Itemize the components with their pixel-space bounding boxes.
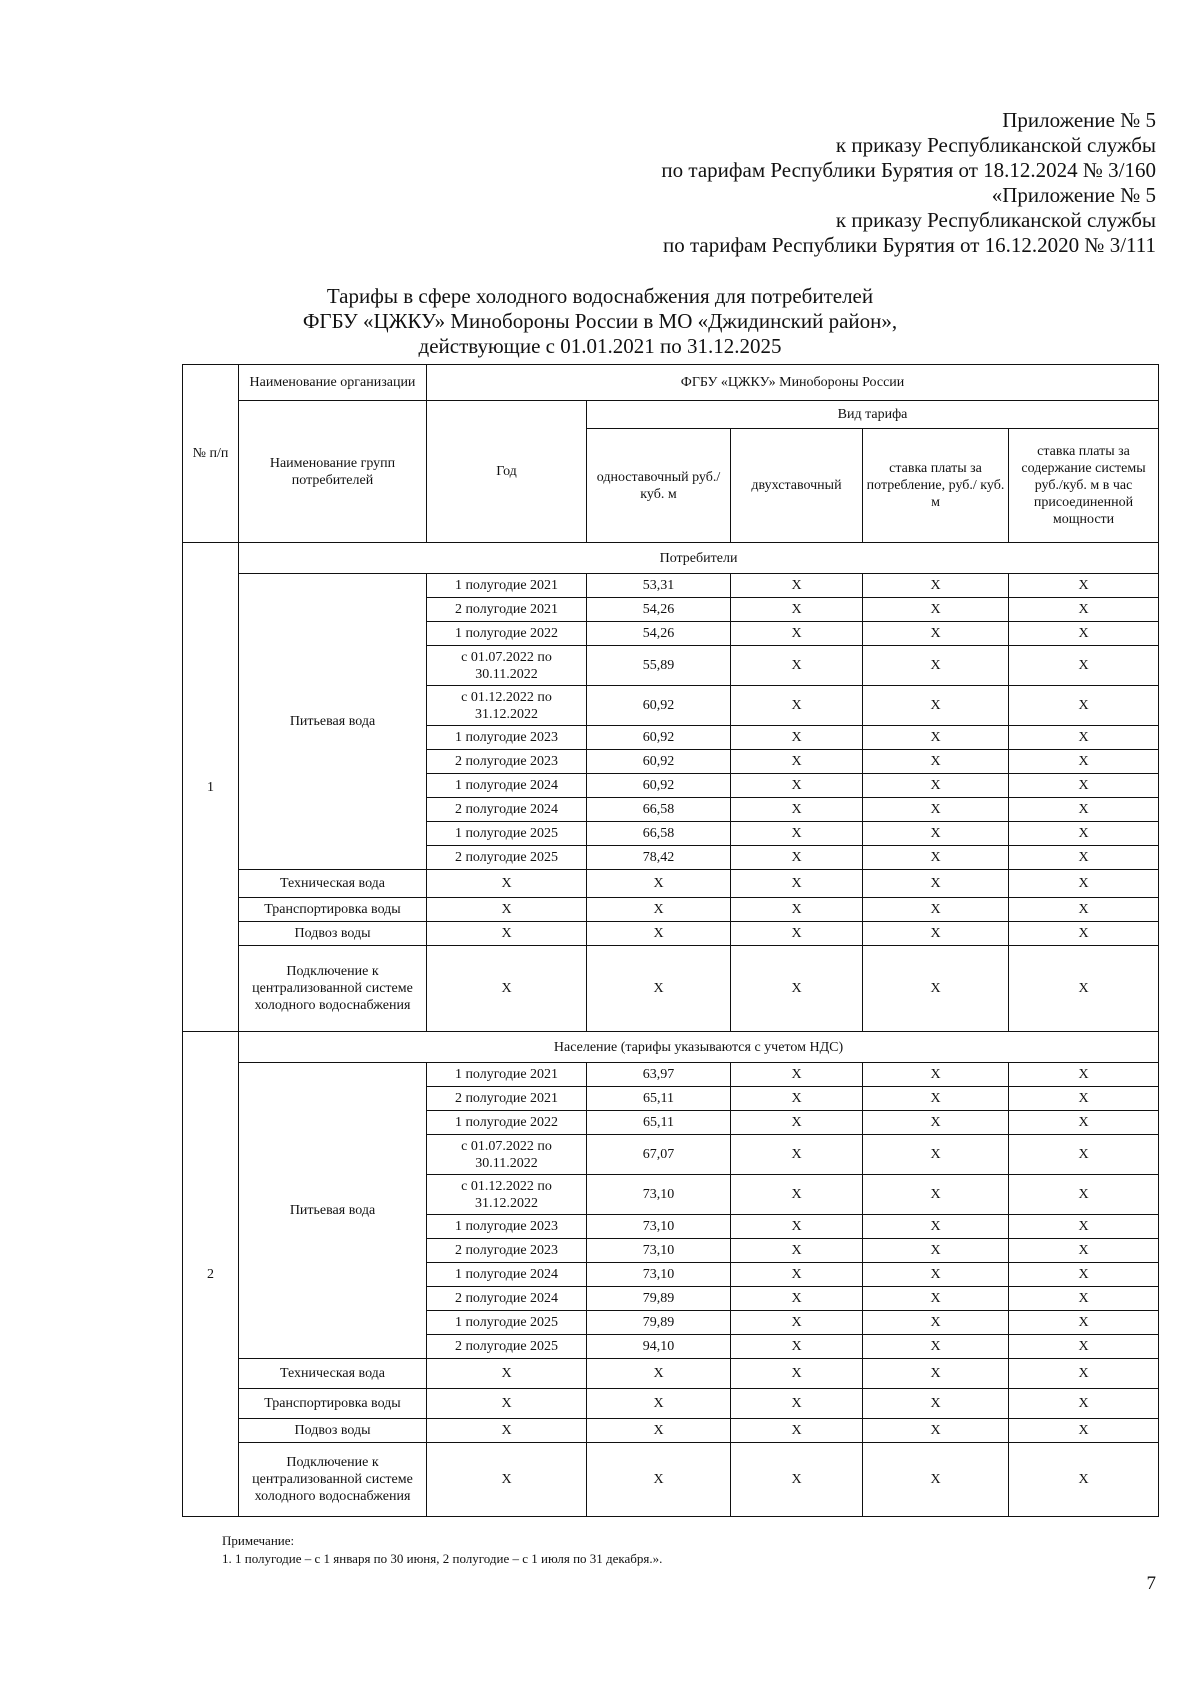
note [222, 1532, 662, 1568]
appendix-header [661, 108, 1156, 258]
consumption-cell: X [863, 1135, 1009, 1175]
title-line: Тарифы в сфере холодного водоснабжения для потребителей [326, 284, 874, 308]
double-cell: X [731, 1215, 863, 1239]
period-cell: 2 полугодие 2024 [427, 1287, 587, 1311]
consumption-cell: X [863, 798, 1009, 822]
period-cell: 2 полугодие 2021 [427, 1087, 587, 1111]
year-cell: X [427, 946, 587, 1032]
single-cell: X [587, 1359, 731, 1389]
consumption-cell: X [863, 622, 1009, 646]
note-label: Примечание: [222, 1533, 295, 1548]
document-title [300, 284, 900, 359]
single-cell: X [587, 898, 731, 922]
section-number: 1 [183, 543, 239, 1032]
single-cell: 94,10 [587, 1335, 731, 1359]
period-cell: 1 полугодие 2025 [427, 822, 587, 846]
single-cell: X [587, 1419, 731, 1443]
single-cell: X [587, 870, 731, 898]
section-title-row [183, 543, 1159, 574]
consumption-cell: X [863, 946, 1009, 1032]
consumption-cell: X [863, 646, 1009, 686]
single-cell: 60,92 [587, 750, 731, 774]
double-cell: X [731, 1175, 863, 1215]
single-cell: X [587, 1443, 731, 1517]
maintenance-cell: X [1009, 1443, 1159, 1517]
header-line: к приказу Республиканской службы [835, 133, 1156, 157]
maintenance-cell: X [1009, 1263, 1159, 1287]
double-cell: X [731, 1135, 863, 1175]
tariff-row [183, 1419, 1159, 1443]
maintenance-cell: X [1009, 1135, 1159, 1175]
consumption-cell: X [863, 870, 1009, 898]
tariff-row [183, 898, 1159, 922]
header-num: № п/п [183, 365, 239, 543]
group-name-cell: Подвоз воды [239, 1419, 427, 1443]
single-cell: 54,26 [587, 622, 731, 646]
maintenance-cell: X [1009, 822, 1159, 846]
page-number: 7 [1146, 1573, 1156, 1594]
consumption-cell: X [863, 750, 1009, 774]
group-name-cell: Транспортировка воды [239, 898, 427, 922]
maintenance-cell: X [1009, 922, 1159, 946]
double-cell: X [731, 922, 863, 946]
double-cell: X [731, 822, 863, 846]
double-cell: X [731, 1063, 863, 1087]
period-cell: 1 полугодие 2025 [427, 1311, 587, 1335]
single-cell: 73,10 [587, 1263, 731, 1287]
title-line: действующие с 01.01.2021 по 31.12.2025 [418, 334, 782, 358]
period-cell: 2 полугодие 2023 [427, 1239, 587, 1263]
header-tariff-type: Вид тарифа [587, 401, 1159, 429]
header-row [183, 401, 1159, 429]
double-cell: X [731, 870, 863, 898]
period-cell: 1 полугодие 2022 [427, 622, 587, 646]
header-col-single: одноставочный руб./ куб. м [587, 429, 731, 543]
period-cell: 1 полугодие 2021 [427, 574, 587, 598]
maintenance-cell: X [1009, 574, 1159, 598]
title-line: ФГБУ «ЦЖКУ» Минобороны России в МО «Джидинский район», [302, 309, 898, 333]
double-cell: X [731, 622, 863, 646]
double-cell: X [731, 774, 863, 798]
header-col-consumption: ставка платы за потребление, руб./ куб. м [863, 429, 1009, 543]
single-cell: 79,89 [587, 1311, 731, 1335]
single-cell: X [587, 946, 731, 1032]
single-cell: 54,26 [587, 598, 731, 622]
double-cell: X [731, 846, 863, 870]
group-name-cell: Подвоз воды [239, 922, 427, 946]
period-cell: 1 полугодие 2024 [427, 774, 587, 798]
consumption-cell: X [863, 726, 1009, 750]
double-cell: X [731, 1389, 863, 1419]
double-cell: X [731, 598, 863, 622]
consumption-cell: X [863, 1359, 1009, 1389]
consumption-cell: X [863, 1087, 1009, 1111]
period-cell: с 01.12.2022 по 31.12.2022 [427, 1175, 587, 1215]
double-cell: X [731, 1311, 863, 1335]
year-cell: X [427, 1359, 587, 1389]
period-cell: с 01.07.2022 по 30.11.2022 [427, 646, 587, 686]
period-cell: 1 полугодие 2021 [427, 1063, 587, 1087]
maintenance-cell: X [1009, 774, 1159, 798]
single-cell: 60,92 [587, 774, 731, 798]
year-cell: X [427, 1443, 587, 1517]
period-cell: 1 полугодие 2023 [427, 1215, 587, 1239]
double-cell: X [731, 574, 863, 598]
double-cell: X [731, 1359, 863, 1389]
tariff-row [183, 870, 1159, 898]
double-cell: X [731, 1087, 863, 1111]
single-cell: 65,11 [587, 1111, 731, 1135]
maintenance-cell: X [1009, 846, 1159, 870]
period-cell: 2 полугодие 2025 [427, 1335, 587, 1359]
consumption-cell: X [863, 1443, 1009, 1517]
period-cell: с 01.07.2022 по 30.11.2022 [427, 1135, 587, 1175]
group-name-cell: Подключение к централизованной системе холодного водоснабжения [239, 1443, 427, 1517]
header-col-double: двухставочный [731, 429, 863, 543]
double-cell: X [731, 1443, 863, 1517]
single-cell: 73,10 [587, 1175, 731, 1215]
header-row [183, 365, 1159, 401]
double-cell: X [731, 798, 863, 822]
year-cell: X [427, 898, 587, 922]
single-cell: 78,42 [587, 846, 731, 870]
maintenance-cell: X [1009, 646, 1159, 686]
maintenance-cell: X [1009, 1111, 1159, 1135]
period-cell: 1 полугодие 2022 [427, 1111, 587, 1135]
double-cell: X [731, 1111, 863, 1135]
consumption-cell: X [863, 686, 1009, 726]
single-cell: X [587, 1389, 731, 1419]
consumption-cell: X [863, 1239, 1009, 1263]
maintenance-cell: X [1009, 1063, 1159, 1087]
maintenance-cell: X [1009, 898, 1159, 922]
maintenance-cell: X [1009, 1239, 1159, 1263]
header-col-maintenance: ставка платы за содержание системы руб./куб. м в час присоединенной мощности [1009, 429, 1159, 543]
year-cell: X [427, 922, 587, 946]
group-name-cell: Техническая вода [239, 870, 427, 898]
double-cell: X [731, 726, 863, 750]
single-cell: 60,92 [587, 686, 731, 726]
single-cell: 73,10 [587, 1215, 731, 1239]
section-title: Население (тарифы указываются с учетом НДС) [239, 1032, 1159, 1063]
consumption-cell: X [863, 1419, 1009, 1443]
note-item: 1. 1 полугодие – с 1 января по 30 июня, 2 полугодие – с 1 июля по 31 декабря.». [222, 1551, 663, 1566]
tariff-row [183, 946, 1159, 1032]
year-cell: X [427, 870, 587, 898]
maintenance-cell: X [1009, 1215, 1159, 1239]
period-cell: с 01.12.2022 по 31.12.2022 [427, 686, 587, 726]
single-cell: 53,31 [587, 574, 731, 598]
single-cell: 55,89 [587, 646, 731, 686]
consumption-cell: X [863, 1287, 1009, 1311]
double-cell: X [731, 1335, 863, 1359]
single-cell: 63,97 [587, 1063, 731, 1087]
tariff-table [182, 364, 1159, 1517]
maintenance-cell: X [1009, 1389, 1159, 1419]
consumption-cell: X [863, 1215, 1009, 1239]
double-cell: X [731, 1239, 863, 1263]
double-cell: X [731, 750, 863, 774]
consumption-cell: X [863, 1389, 1009, 1419]
tariff-row [183, 574, 1159, 598]
period-cell: 1 полугодие 2023 [427, 726, 587, 750]
maintenance-cell: X [1009, 1311, 1159, 1335]
maintenance-cell: X [1009, 946, 1159, 1032]
year-cell: X [427, 1389, 587, 1419]
header-year: Год [427, 401, 587, 543]
header-line: «Приложение № 5 [991, 183, 1156, 207]
consumption-cell: X [863, 846, 1009, 870]
single-cell: 73,10 [587, 1239, 731, 1263]
section-title-row [183, 1032, 1159, 1063]
consumption-cell: X [863, 1263, 1009, 1287]
consumption-cell: X [863, 1335, 1009, 1359]
consumption-cell: X [863, 1063, 1009, 1087]
header-line: по тарифам Республики Бурятия от 18.12.2024 № 3/160 [661, 158, 1156, 182]
period-cell: 1 полугодие 2024 [427, 1263, 587, 1287]
double-cell: X [731, 1419, 863, 1443]
header-line: к приказу Республиканской службы [835, 208, 1156, 232]
maintenance-cell: X [1009, 726, 1159, 750]
single-cell: X [587, 922, 731, 946]
maintenance-cell: X [1009, 1335, 1159, 1359]
maintenance-cell: X [1009, 1287, 1159, 1311]
consumption-cell: X [863, 598, 1009, 622]
section-number: 2 [183, 1032, 239, 1517]
header-group-label: Наименование групп потребителей [239, 401, 427, 543]
single-cell: 60,92 [587, 726, 731, 750]
double-cell: X [731, 646, 863, 686]
maintenance-cell: X [1009, 1175, 1159, 1215]
consumption-cell: X [863, 898, 1009, 922]
maintenance-cell: X [1009, 1359, 1159, 1389]
single-cell: 79,89 [587, 1287, 731, 1311]
tariff-row [183, 1443, 1159, 1517]
consumption-cell: X [863, 574, 1009, 598]
maintenance-cell: X [1009, 686, 1159, 726]
header-org-label: Наименование организации [239, 365, 427, 401]
tariff-row [183, 922, 1159, 946]
consumption-cell: X [863, 774, 1009, 798]
period-cell: 2 полугодие 2024 [427, 798, 587, 822]
maintenance-cell: X [1009, 870, 1159, 898]
maintenance-cell: X [1009, 598, 1159, 622]
single-cell: 65,11 [587, 1087, 731, 1111]
group-name-cell: Транспортировка воды [239, 1389, 427, 1419]
period-cell: 2 полугодие 2025 [427, 846, 587, 870]
maintenance-cell: X [1009, 798, 1159, 822]
group-name-cell: Техническая вода [239, 1359, 427, 1389]
tariff-row [183, 1389, 1159, 1419]
maintenance-cell: X [1009, 1087, 1159, 1111]
header-line: Приложение № 5 [1002, 108, 1156, 132]
single-cell: 66,58 [587, 822, 731, 846]
double-cell: X [731, 1263, 863, 1287]
single-cell: 67,07 [587, 1135, 731, 1175]
tariff-row [183, 1063, 1159, 1087]
consumption-cell: X [863, 1111, 1009, 1135]
section-title: Потребители [239, 543, 1159, 574]
consumption-cell: X [863, 922, 1009, 946]
double-cell: X [731, 898, 863, 922]
tariff-table-body [183, 365, 1159, 1517]
consumption-cell: X [863, 1175, 1009, 1215]
maintenance-cell: X [1009, 622, 1159, 646]
single-cell: 66,58 [587, 798, 731, 822]
period-cell: 2 полугодие 2023 [427, 750, 587, 774]
double-cell: X [731, 1287, 863, 1311]
double-cell: X [731, 686, 863, 726]
tariff-row [183, 1359, 1159, 1389]
double-cell: X [731, 946, 863, 1032]
group-drinking-water: Питьевая вода [239, 574, 427, 870]
year-cell: X [427, 1419, 587, 1443]
maintenance-cell: X [1009, 1419, 1159, 1443]
maintenance-cell: X [1009, 750, 1159, 774]
group-drinking-water: Питьевая вода [239, 1063, 427, 1359]
consumption-cell: X [863, 1311, 1009, 1335]
consumption-cell: X [863, 822, 1009, 846]
header-line: по тарифам Республики Бурятия от 16.12.2020 № 3/111 [662, 233, 1156, 257]
header-org-value: ФГБУ «ЦЖКУ» Минобороны России [427, 365, 1159, 401]
group-name-cell: Подключение к централизованной системе холодного водоснабжения [239, 946, 427, 1032]
period-cell: 2 полугодие 2021 [427, 598, 587, 622]
